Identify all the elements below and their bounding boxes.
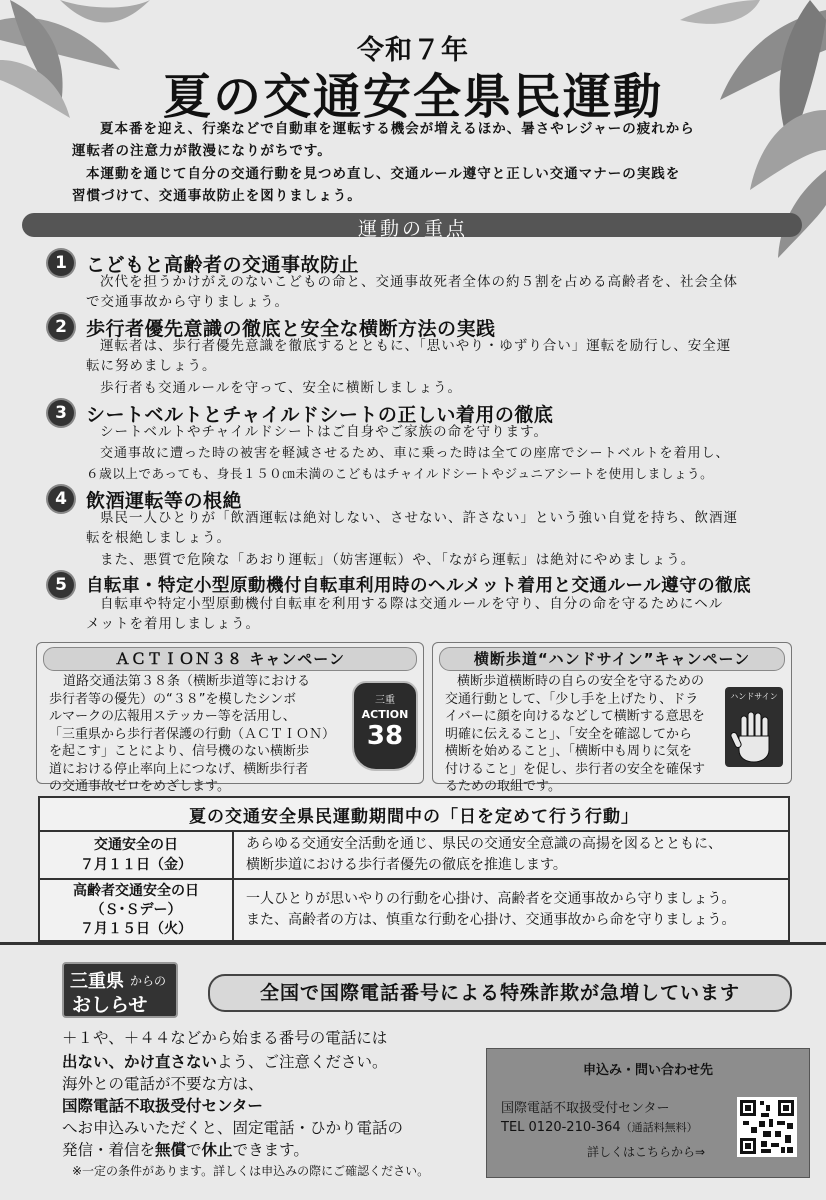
action38-campaign-title: ＡＣＴＩＯＮ３８ キャンペーン bbox=[43, 647, 417, 671]
alert-banner: 全国で国際電話番号による特殊詐欺が急増しています bbox=[208, 974, 792, 1012]
handsign-illustration-label: ハンドサイン bbox=[730, 692, 778, 701]
point-number-2: 2 bbox=[48, 314, 74, 340]
handsign-campaign-title: 横断歩道“ハンドサイン”キャンペーン bbox=[439, 647, 785, 671]
point-2-text: 歩行者も交通ルールを守って、安全に横断しましょう。 bbox=[100, 380, 462, 396]
handsign-text: 横断歩道横断時の自らの安全を守るための bbox=[457, 674, 705, 689]
point-2-text: 運転者は、歩行者優先意識を徹底するとともに、「思いやり・ゆずり合い」運転を励行し、安全運 bbox=[100, 338, 732, 354]
table-row bbox=[39, 797, 789, 831]
point-3-text: 交通事故に遭った時の被害を軽減させるため、車に乗った時は全ての座席でシートベルトを着用し、 bbox=[100, 446, 730, 461]
schedule-day-date: ７月１１日（金） bbox=[80, 857, 192, 873]
mie-label-from: からの bbox=[130, 974, 167, 988]
schedule-desc-line: 一人ひとりが思いやりの行動を心掛け、高齢者を交通事故から守りましょう。 bbox=[246, 891, 736, 907]
schedule-day-name: 高齢者交通安全の日 bbox=[73, 882, 199, 899]
action38-badge-top: 三重 bbox=[375, 695, 395, 706]
intro-line-4: 習慣づけて、交通事故防止を図りましょう。 bbox=[72, 188, 362, 204]
action38-campaign-box bbox=[36, 642, 424, 794]
notice-text: よう、ご注意ください。 bbox=[217, 1053, 388, 1071]
qr-code-icon[interactable] bbox=[737, 1097, 797, 1157]
page-title: 夏の交通安全県民運動 bbox=[162, 69, 663, 125]
schedule-desc-line: あらゆる交通安全活動を通じ、県民の交通安全意識の高揚を図るとともに、 bbox=[246, 836, 722, 852]
point-3-text: ６歳以上であっても、身長１５０㎝未満のこどもはチャイルドシートやジュニアシートを使用しましょう。 bbox=[86, 466, 714, 481]
point-number-1: 1 bbox=[48, 250, 74, 276]
point-5-text: メットを着用しましょう。 bbox=[86, 616, 260, 632]
mie-label-notice: おしらせ bbox=[72, 994, 148, 1016]
notice-line: 海外との電話が不要な方は、 bbox=[62, 1075, 264, 1093]
action38-badge-number: 38 bbox=[366, 721, 404, 751]
notice-emphasis: 休止 bbox=[201, 1141, 233, 1159]
point-3-text: シートベルトやチャイルドシートはご自身やご家族の命を守ります。 bbox=[100, 424, 549, 440]
point-4-text: 転を根絶しましょう。 bbox=[86, 530, 231, 546]
schedule-day-sub: （Ｓ･Ｓデー） bbox=[90, 901, 182, 918]
contact-fee: （通話料無料） bbox=[620, 1121, 698, 1134]
action38-text: 道路交通法第３８条（横断歩道等における bbox=[63, 674, 311, 689]
handsign-text: るための取組です。 bbox=[445, 779, 561, 794]
handsign-text: 付けること」を促し、歩行者の安全を確保す bbox=[445, 761, 706, 777]
raised-hand-icon bbox=[725, 702, 783, 766]
mie-notice-label bbox=[62, 962, 178, 1018]
point-2-text: 転に努めましょう。 bbox=[86, 358, 217, 374]
point-title-4: 飲酒運転等の根絶 bbox=[86, 490, 243, 512]
schedule-desc-cell bbox=[233, 879, 789, 941]
notice-emphasis: 出ない、かけ直さない bbox=[62, 1053, 218, 1071]
point-title-2: 歩行者優先意識の徹底と安全な横断方法の実践 bbox=[86, 318, 496, 340]
point-number-5: 5 bbox=[48, 572, 74, 598]
action38-text: を起こす」ことにより、信号機のない横断歩 bbox=[49, 744, 310, 759]
point-title-1: こどもと高齢者の交通事故防止 bbox=[86, 254, 360, 276]
action38-text: 歩行者等の優先）の“３８”を模したシンボ bbox=[49, 691, 297, 707]
notice-center-name: 国際電話不取扱受付センター bbox=[62, 1097, 263, 1115]
notice-line bbox=[62, 1050, 388, 1072]
section-divider bbox=[0, 942, 826, 945]
contact-name: 国際電話不取扱受付センター bbox=[501, 1101, 670, 1116]
schedule-desc-cell bbox=[233, 831, 789, 879]
schedule-desc-line: また、高齢者の方は、慎重な行動を心掛け、交通事故から命を守りましょう。 bbox=[246, 912, 736, 928]
year-label: 令和７年 bbox=[357, 35, 469, 66]
notice-text: 発信・着信を bbox=[62, 1141, 156, 1159]
mie-label-main: 三重県 bbox=[70, 971, 124, 992]
notice-text: で bbox=[186, 1141, 202, 1159]
handsign-text: 交通行動として、「少し手を上げたり、ドラ bbox=[445, 691, 699, 707]
handsign-text: 明確に伝えること」、「安全を確認してから bbox=[445, 726, 693, 742]
action38-badge-mid: ACTION bbox=[361, 708, 409, 721]
handsign-campaign-box bbox=[432, 642, 792, 794]
schedule-day-name: 交通安全の日 bbox=[94, 837, 178, 853]
notice-footnote: ※一定の条件があります。詳しくは申込みの際にご確認ください。 bbox=[72, 1164, 430, 1178]
action38-text: ルマークの広報用ステッカー等を活用し、 bbox=[49, 709, 296, 724]
action38-text: 道における停止率向上につなげ、横断歩行者 bbox=[49, 761, 309, 777]
point-title-5: 自転車・特定小型原動機付自転車利用時のヘルメット着用と交通ルール遵守の徹底 bbox=[86, 576, 752, 596]
schedule-table bbox=[38, 796, 790, 942]
schedule-day-cell bbox=[39, 831, 233, 879]
notice-line: ＋１や、＋４４などから始まる番号の電話には bbox=[62, 1029, 388, 1047]
point-1-text: 次代を担うかけがえのないこどもの命と、交通事故死者全体の約５割を占める高齢者を、社会全体 bbox=[100, 274, 738, 290]
notice-emphasis: 無償 bbox=[155, 1141, 187, 1159]
intro-line-3: 本運動を通じて自分の交通行動を見つめ直し、交通ルール遵守と正しい交通マナーの実践を bbox=[86, 166, 681, 182]
schedule-title: 夏の交通安全県民運動期間中の「日を定めて行う行動」 bbox=[39, 797, 789, 831]
schedule-day-cell bbox=[39, 879, 233, 941]
focus-section-title: 運動の重点 bbox=[357, 218, 468, 240]
action38-text: 「三重県から歩行者保護の行動（ＡＣＴＩＯＮ） bbox=[49, 726, 336, 742]
handsign-text: 横断を始めること」、「横断中も周りに気を bbox=[445, 744, 693, 759]
intro-line-1: 夏本番を迎え、行楽などで自動車を運転する機会が増えるほか、暑さやレジャーの疲れから bbox=[100, 121, 695, 137]
point-4-text: 県民一人ひとりが「飲酒運転は絶対しない、させない、許さない」という強い自覚を持ち、飲酒運 bbox=[100, 510, 738, 526]
intro-line-2: 運転者の注意力が散漫になりがちです。 bbox=[72, 143, 332, 159]
point-4-text: また、悪質で危険な「あおり運転」（妨害運転）や、「ながら運転」は絶対にやめましょう。 bbox=[100, 552, 696, 568]
contact-more-link[interactable]: 詳しくはこちらから⇒ bbox=[587, 1145, 706, 1159]
notice-text: できます。 bbox=[232, 1141, 309, 1159]
point-number-3: 3 bbox=[48, 400, 74, 426]
point-number-4: 4 bbox=[48, 486, 74, 512]
handsign-illustration bbox=[725, 687, 783, 767]
contact-tel: TEL 0120-210-364 bbox=[501, 1120, 621, 1135]
schedule-day-date: ７月１５日（火） bbox=[80, 920, 192, 937]
action38-badge bbox=[352, 681, 418, 771]
table-row bbox=[39, 831, 789, 879]
contact-tel-line bbox=[501, 1119, 698, 1135]
contact-box bbox=[486, 1048, 810, 1178]
point-5-text: 自転車や特定小型原動機付自転車を利用する際は交通ルールを守り、自分の命を守るためにヘル bbox=[100, 596, 724, 612]
handsign-text: イバーに顔を向けるなどして横断する意思を bbox=[445, 709, 705, 724]
contact-title: 申込み・問い合わせ先 bbox=[582, 1063, 713, 1078]
point-title-3: シートベルトとチャイルドシートの正しい着用の徹底 bbox=[86, 404, 554, 426]
notice-line: へお申込みいただくと、固定電話・ひかり電話の bbox=[62, 1119, 404, 1137]
point-1-text: で交通事故から守りましょう。 bbox=[86, 294, 289, 310]
table-row bbox=[39, 879, 789, 941]
notice-line bbox=[62, 1138, 309, 1160]
schedule-desc-line: 横断歩道における歩行者優先の徹底を推進します。 bbox=[246, 857, 567, 873]
action38-text: の交通事故ゼロをめざします。 bbox=[49, 779, 230, 794]
